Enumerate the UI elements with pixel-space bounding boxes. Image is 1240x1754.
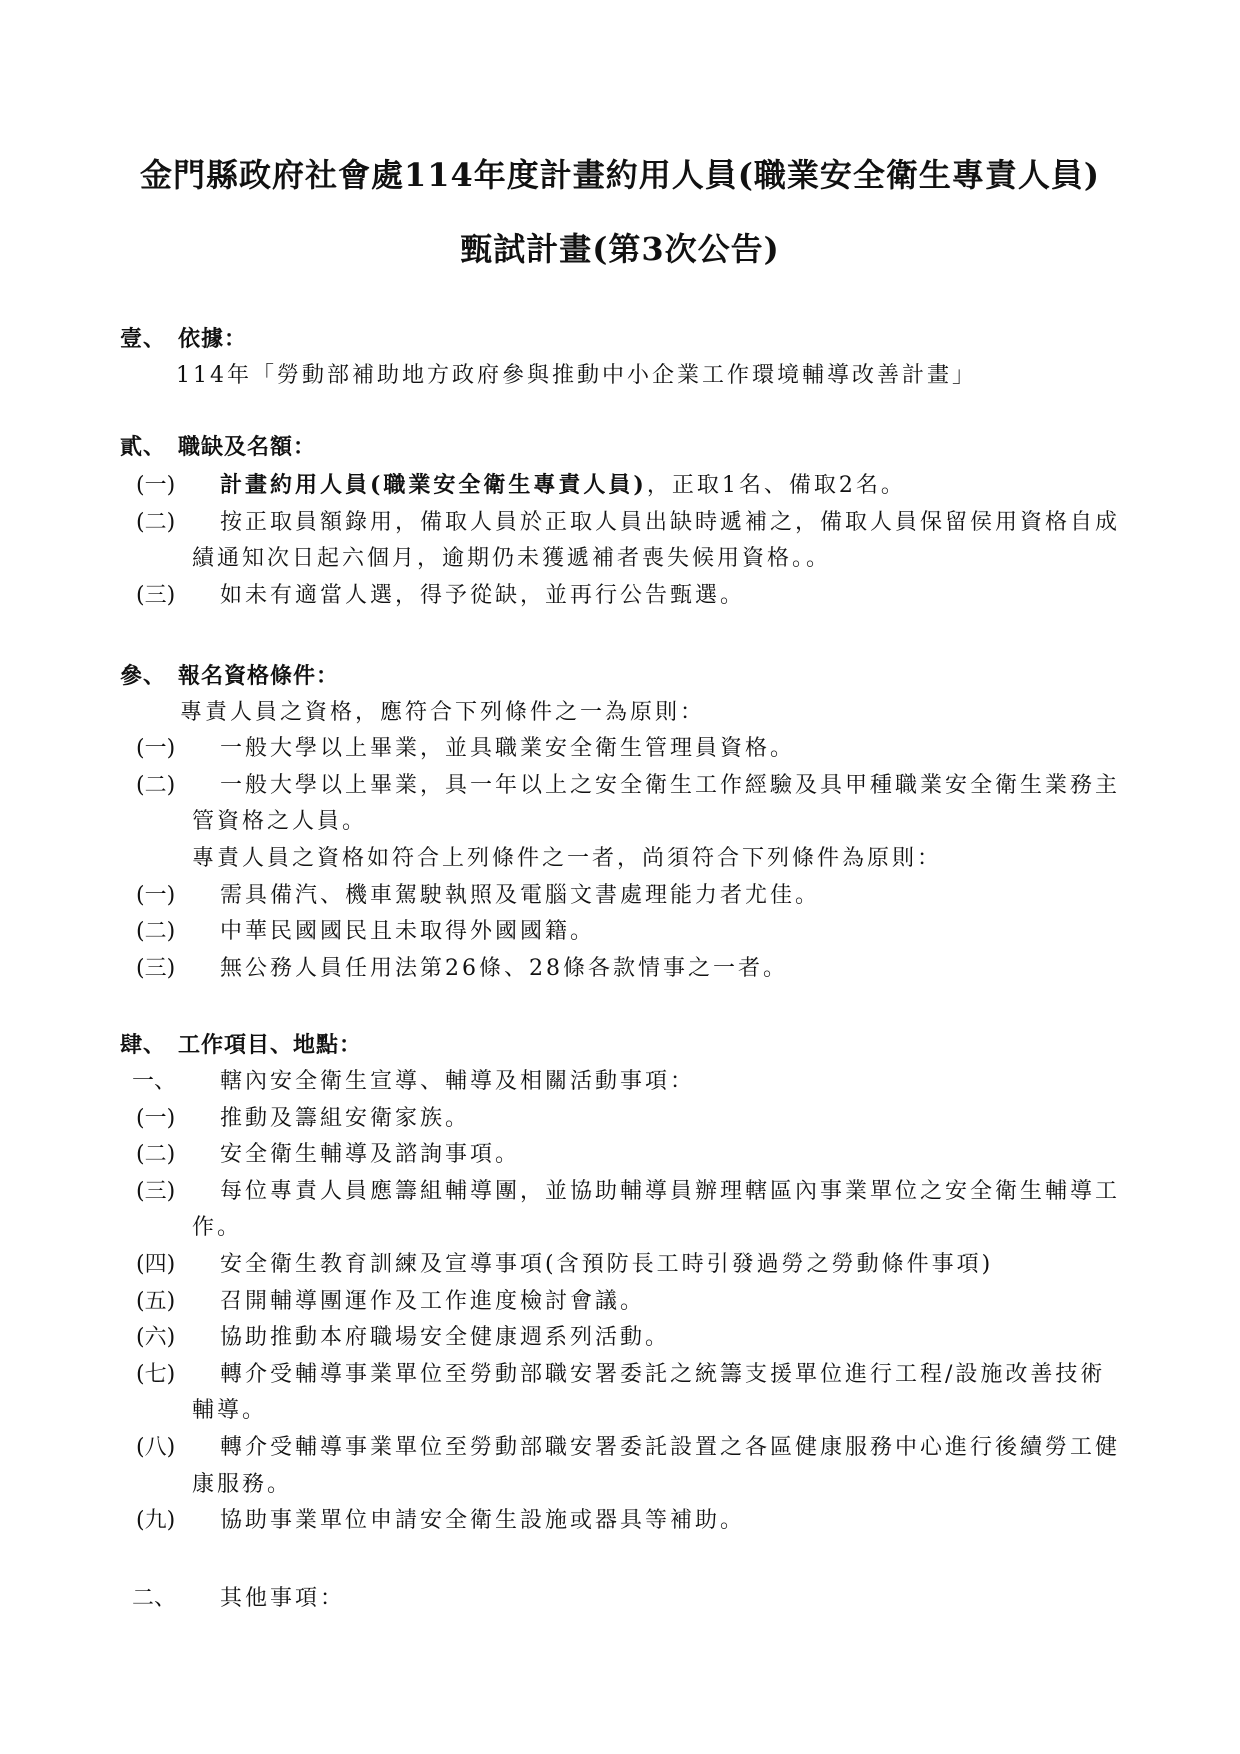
position-quota: ，正取1名、備取2名。 bbox=[646, 473, 906, 498]
item-label: (二) bbox=[136, 919, 176, 944]
list-item: 一般大學以上畢業，並具職業安全衛生管理員資格。 bbox=[220, 736, 796, 761]
list-item: 轉介受輔導事業單位至勞動部職安署委託設置之各區健康服務中心進行後續勞工健 bbox=[220, 1435, 1121, 1460]
item-label: (三) bbox=[136, 583, 176, 608]
list-item-continuation: 管資格之人員。 bbox=[192, 809, 368, 834]
item-label: (六) bbox=[136, 1325, 176, 1350]
document-title-line-2: 甄試計畫(第3次公告) bbox=[460, 230, 780, 268]
list-item: 協助事業單位申請安全衛生設施或器具等補助。 bbox=[220, 1508, 746, 1533]
item-label: (一) bbox=[136, 883, 176, 908]
list-item: 按正取員額錄用，備取人員於正取人員出缺時遞補之，備取人員保留侯用資格自成 bbox=[220, 510, 1121, 535]
section-title: 依據： bbox=[178, 326, 248, 352]
section-title: 報名資格條件： bbox=[178, 663, 340, 689]
list-item: 安全衛生輔導及諮詢事項。 bbox=[220, 1142, 521, 1167]
sub-item-text: 其他事項： bbox=[220, 1586, 346, 1611]
position-title: 計畫約用人員(職業安全衛生專責人員) bbox=[220, 472, 647, 498]
item-label: (九) bbox=[136, 1508, 176, 1533]
item-label: (一) bbox=[136, 1106, 176, 1131]
list-item: 協助推動本府職場安全健康週系列活動。 bbox=[220, 1325, 671, 1350]
list-item: 轉介受輔導事業單位至勞動部職安署委託之統籌支援單位進行工程/設施改善技術 bbox=[220, 1362, 1106, 1387]
list-item: 中華民國國民且未取得外國國籍。 bbox=[220, 919, 596, 944]
item-label: (二) bbox=[136, 1142, 176, 1167]
list-item: 召開輔導團運作及工作進度檢討會議。 bbox=[220, 1289, 646, 1314]
list-item: 無公務人員任用法第26條、28條各款情事之一者。 bbox=[220, 956, 788, 981]
section-4-heading bbox=[120, 1028, 362, 1059]
section-number: 貳、 bbox=[120, 434, 167, 460]
item-label: (三) bbox=[136, 956, 176, 981]
section-3-heading bbox=[120, 659, 339, 690]
item-label: (二) bbox=[136, 510, 176, 535]
section-number: 肆、 bbox=[120, 1032, 167, 1058]
list-item: 需具備汽、機車駕駛執照及電腦文書處理能力者尤佳。 bbox=[220, 883, 821, 908]
item-label: (二) bbox=[136, 773, 176, 798]
list-item-continuation: 輔導。 bbox=[192, 1398, 268, 1423]
section-3-intro: 專責人員之資格，應符合下列條件之一為原則： bbox=[180, 700, 706, 725]
list-item-continuation: 績通知次日起六個月，逾期仍未獲遞補者喪失候用資格。。 bbox=[192, 546, 832, 571]
document-title-line-1: 金門縣政府社會處114年度計畫約用人員(職業安全衛生專責人員) bbox=[139, 156, 1101, 194]
item-label: (三) bbox=[136, 1179, 176, 1204]
list-item: 每位專責人員應籌組輔導團，並協助輔導員辦理轄區內事業單位之安全衛生輔導工 bbox=[220, 1179, 1121, 1204]
section-number: 壹、 bbox=[120, 326, 167, 352]
list-item: 推動及籌組安衛家族。 bbox=[220, 1106, 471, 1131]
sub-item-label: 二、 bbox=[132, 1586, 177, 1611]
section-1-heading bbox=[120, 322, 247, 353]
list-item-continuation: 作。 bbox=[192, 1215, 243, 1240]
item-label: (七) bbox=[136, 1362, 176, 1387]
list-item: 安全衛生教育訓練及宣導事項(含預防長工時引發過勞之勞動條件事項) bbox=[220, 1252, 994, 1277]
section-title: 職缺及名額： bbox=[178, 434, 317, 460]
item-label: (一) bbox=[136, 736, 176, 761]
section-title: 工作項目、地點： bbox=[178, 1032, 363, 1058]
sub-item-label: 一、 bbox=[132, 1069, 177, 1094]
item-label: (五) bbox=[136, 1289, 176, 1314]
list-item bbox=[220, 468, 906, 499]
sub-item-text: 轄內安全衛生宣導、輔導及相關活動事項： bbox=[220, 1069, 696, 1094]
section-3-intro-2: 專責人員之資格如符合上列條件之一者，尚須符合下列條件為原則： bbox=[192, 846, 943, 871]
section-number: 參、 bbox=[120, 663, 167, 689]
list-item: 一般大學以上畢業，具一年以上之安全衛生工作經驗及具甲種職業安全衛生業務主 bbox=[220, 773, 1121, 798]
list-item: 如未有適當人選，得予從缺，並再行公告甄選。 bbox=[220, 583, 746, 608]
item-label: (八) bbox=[136, 1435, 176, 1460]
list-item-continuation: 康服務。 bbox=[192, 1472, 293, 1497]
section-1-text: 114年「勞動部補助地方政府參與推動中小企業工作環境輔導改善計畫」 bbox=[176, 363, 977, 388]
item-label: (四) bbox=[136, 1252, 176, 1277]
item-label: (一) bbox=[136, 473, 176, 498]
section-2-heading bbox=[120, 430, 316, 461]
